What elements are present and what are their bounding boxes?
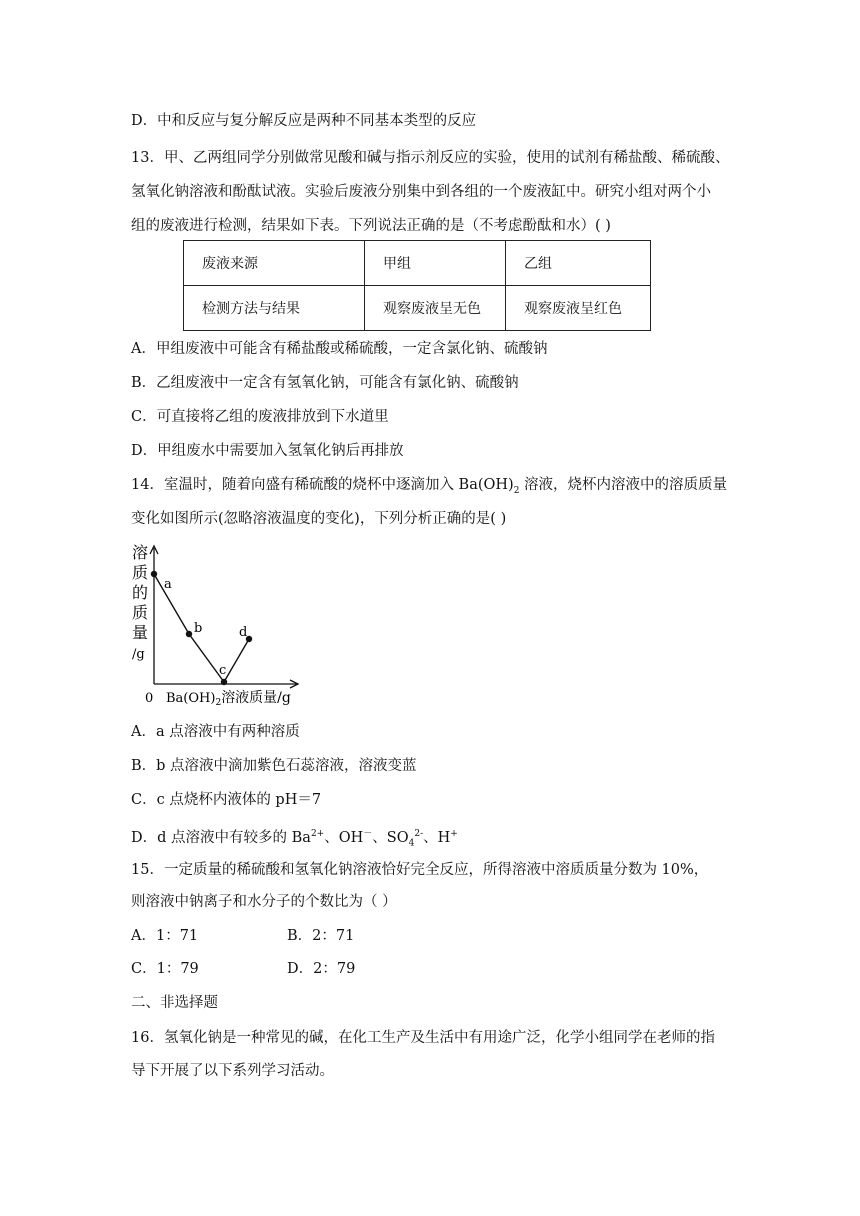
q13-stem-line3: 组的废液进行检测，结果如下表。下列说法正确的是（不考虑酚酞和水）( ) <box>131 218 611 234</box>
section-title: 二、非选择题 <box>131 995 218 1011</box>
point-label-c: c <box>219 663 227 678</box>
q14-option-d <box>131 824 458 854</box>
q14-stem-sub: 2 <box>513 485 520 496</box>
table-cell: 乙组 <box>506 241 651 286</box>
y-label-char: 质 <box>132 603 149 622</box>
point-label-b: b <box>194 621 203 636</box>
option-text: 、OH <box>324 829 364 846</box>
option-sup: 2- <box>414 829 424 839</box>
table-cell: 废液来源 <box>184 241 365 286</box>
q15-option-a: A．1：71 <box>131 928 199 944</box>
x-label-text: 溶液质量/g <box>221 690 291 706</box>
q14-stem-line2: 变化如图所示(忽略溶液温度的变化)，下列分析正确的是( ) <box>131 511 507 527</box>
q16-stem-line1: 16．氢氧化钠是一种常见的碱，在化工生产及生活中有用途广泛，化学小组同学在老师的指 <box>131 1030 715 1046</box>
q13-stem-line2: 氢氧化钠溶液和酚酞试液。实验后废液分别集中到各组的一个废液缸中。研究小组对两个小 <box>131 184 711 200</box>
y-label-char: 溶 <box>132 543 149 562</box>
q13-table <box>183 240 651 331</box>
q14-option-a: A．a 点溶液中有两种溶质 <box>131 724 300 740</box>
q13-stem-line1: 13．甲、乙两组同学分别做常见酸和碱与指示剂反应的实验，使用的试剂有稀盐酸、稀硫酸、 <box>131 150 730 166</box>
point-b <box>186 631 192 637</box>
q13-option-c: C．可直接将乙组的废液排放到下水道里 <box>131 409 389 425</box>
origin-label: 0 <box>145 691 154 706</box>
option-text: 、H <box>423 829 451 846</box>
q13-option-b: B．乙组废液中一定含有氢氧化钠，可能含有氯化钠、硫酸钠 <box>131 375 519 391</box>
q16-stem-line2: 导下开展了以下系列学习活动。 <box>131 1063 334 1079</box>
x-label-text: Ba(OH) <box>166 691 216 706</box>
point-label-a: a <box>164 577 172 592</box>
q14-stem-text: 溶液，烧杯内溶液中的溶质质量 <box>519 477 728 493</box>
option-sub: 4 <box>408 838 415 849</box>
q12-option-d: D．中和反应与复分解反应是两种不同基本类型的反应 <box>131 113 477 129</box>
option-sup: － <box>363 829 373 839</box>
table-cell: 观察废液呈无色 <box>365 286 506 331</box>
y-label-char: 的 <box>132 583 149 602</box>
y-label-char: 质 <box>132 563 149 582</box>
table-cell: 观察废液呈红色 <box>506 286 651 331</box>
y-label-char: /g <box>132 647 145 662</box>
q15-option-b: B．2：71 <box>287 928 355 944</box>
option-text: 、SO <box>372 829 409 846</box>
table-cell: 检测方法与结果 <box>184 286 365 331</box>
q14-option-b: B．b 点溶液中滴加紫色石蕊溶液，溶液变蓝 <box>131 758 417 774</box>
q15-option-d: D．2：79 <box>287 961 356 977</box>
point-label-d: d <box>239 625 248 640</box>
x-label <box>166 689 291 708</box>
q15-option-c: C．1：79 <box>131 961 199 977</box>
point-c <box>221 679 227 685</box>
q15-stem-line2: 则溶液中钠离子和水分子的个数比为（ ） <box>131 894 397 910</box>
q14-stem-text: 14．室温时，随着向盛有稀硫酸的烧杯中逐滴加入 Ba(OH) <box>131 477 514 493</box>
table-row <box>184 286 651 331</box>
option-text: D．d 点溶液中有较多的 Ba <box>131 829 311 846</box>
point-a <box>151 571 157 577</box>
x-label-sub: 2 <box>215 698 222 708</box>
table-row <box>184 241 651 286</box>
q14-option-c: C．c 点烧杯内液体的 pH＝7 <box>131 792 322 808</box>
y-label-char: 量 <box>132 623 149 642</box>
option-sup: + <box>450 829 458 839</box>
q15-stem-line1: 15．一定质量的稀硫酸和氢氧化钠溶液恰好完全反应，所得溶液中溶质质量分数为 10%， <box>131 862 709 878</box>
q13-option-a: A．甲组废液中可能含有稀盐酸或稀硫酸，一定含氯化钠、硫酸钠 <box>131 341 548 357</box>
option-sup: 2+ <box>310 829 325 839</box>
table-cell: 甲组 <box>365 241 506 286</box>
q13-option-d: D．甲组废水中需要加入氢氧化钠后再排放 <box>131 443 404 459</box>
q14-graph <box>128 540 308 710</box>
q14-stem-line1 <box>131 475 727 501</box>
